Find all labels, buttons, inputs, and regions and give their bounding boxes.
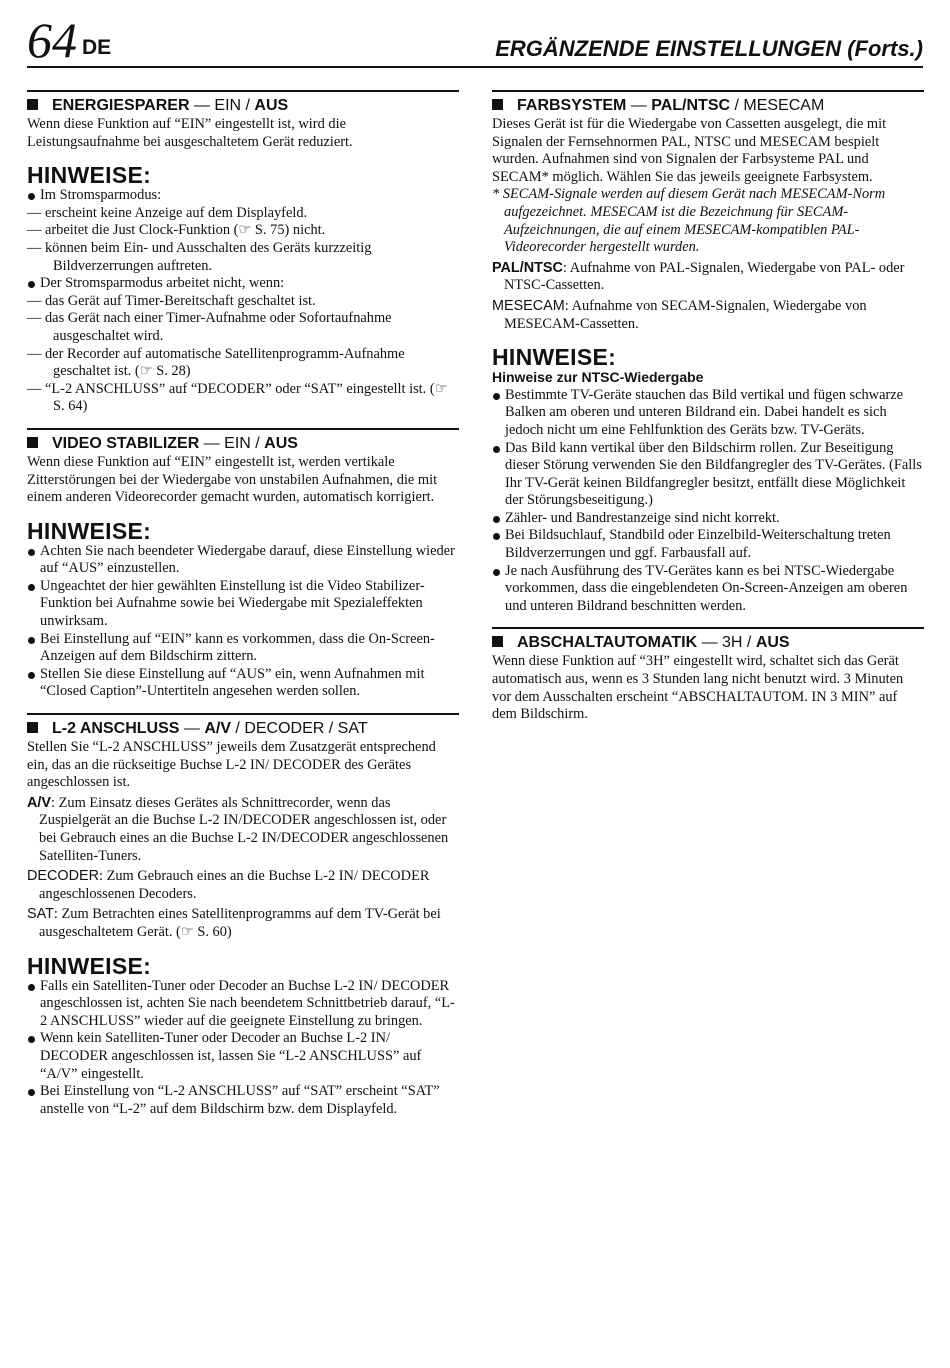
section-text: Stellen Sie “L-2 ANSCHLUSS” jeweils dem Zusatzgerät entsprechend ein, das an die rückseitige Buchse L-2 IN/ DECODER des Gerätes angeschlossen ist.	[27, 739, 436, 791]
page-number: 64	[27, 12, 77, 68]
footnote: * SECAM-Signale werden auf diesem Gerät nach MESECAM-Norm aufgezeichnet. MESECAM ist die Bezeichnung für SECAM-Aufzeichnungen, die auf einem MESECAM-kompatiblen PAL-Videorecorder hergestellt wurden.	[492, 186, 886, 256]
notes-list	[492, 387, 924, 616]
option-decoder: DECODER: Zum Gebrauch eines an die Buchse L-2 IN/ DECODER angeschlossenen Decoders.	[27, 868, 430, 902]
square-bullet-icon	[492, 99, 503, 110]
left-column	[27, 90, 459, 1118]
list-item: Je nach Ausführung des TV-Gerätes kann es bei NTSC-Wiedergabe vorkommen, dass die eingeblendeten On-Screen-Anzeigen am oberen und unteren Bildrand beschnitten werden.	[492, 563, 924, 616]
dash-item: — der Recorder auf automatische Satellitenprogramm-Aufnahme geschaltet ist. (☞ S. 28)	[27, 345, 405, 380]
list-item: Bei Einstellung von “L-2 ANSCHLUSS” auf “SAT” erscheint “SAT” anstelle von “L-2” auf dem Bildschirm bzw. dem Displayfeld.	[27, 1083, 459, 1118]
dash-item: — können beim Ein- und Ausschalten des Geräts kurzzeitig Bildverzerrungen auftreten.	[27, 239, 372, 274]
notes-heading: HINWEISE:	[27, 517, 152, 544]
dash-item: — arbeitet die Just Clock-Funktion (☞ S. 75) nicht.	[27, 222, 326, 239]
list-item: Das Bild kann vertikal über den Bildschirm rollen. Zur Beseitigung dieser Störung verwenden Sie den Bildfangregler des TV-Gerätes. (Falls Ihr TV-Gerät keinen Bildfangregler besitzt, entfällt diese Möglichkeit der Störungsbeseitigung.)	[492, 440, 924, 510]
square-bullet-icon	[492, 636, 503, 647]
list-item: Wenn kein Satelliten-Tuner oder Decoder an Buchse L-2 IN/ DECODER angeschlossen ist, lassen Sie “L-2 ANSCHLUSS” auf “A/V” eingestellt.	[27, 1030, 459, 1083]
list-item: Achten Sie nach beendeter Wiedergabe darauf, diese Einstellung wieder auf “AUS” einzustellen.	[27, 543, 459, 578]
option-sat: SAT: Zum Betrachten eines Satellitenprogramms auf dem TV-Gerät bei ausgeschaltetem Gerät. (☞ S. 60)	[27, 906, 441, 940]
list-item: Bei Einstellung auf “EIN” kann es vorkommen, dass die On-Screen-Anzeigen auf dem Bildschirm zittern.	[27, 631, 459, 666]
notes-heading: HINWEISE:	[27, 162, 152, 189]
notes-list	[27, 187, 459, 416]
list-item: Ungeachtet der hier gewählten Einstellung ist die Video Stabilizer-Funktion bei Aufnahme sowie bei Wiedergabe mit Spezialeffekten unwirksam.	[27, 578, 459, 631]
list-item: Bestimmte TV-Geräte stauchen das Bild vertikal und fügen schwarze Balken am oberen und unteren Bildrand ein. Dabei handelt es sich jedoch nicht um eine Fehlfunktion des Geräts bzw. TV-Geräts.	[492, 387, 924, 440]
dash-item: — “L-2 ANSCHLUSS” auf “DECODER” oder “SAT” eingestellt ist. (☞ S. 64)	[27, 380, 448, 415]
dash-item: — das Gerät nach einer Timer-Aufnahme oder Sofortaufnahme ausgeschaltet wird.	[27, 310, 392, 344]
option-mesecam: MESECAM: Aufnahme von SECAM-Signalen, Wiedergabe von MESECAM-Cassetten.	[492, 297, 867, 332]
page-header	[27, 14, 923, 68]
section-text: Wenn diese Funktion auf “3H” eingestellt wird, schaltet sich das Gerät automatisch aus, wenn es 3 Stunden lang nicht benutzt wird. 3 Minuten vor dem Ausschalten erscheint “ABSCHALTAUTOM. IN 3 MIN” auf dem Bildschirm.	[492, 653, 904, 723]
list-item: Bei Bildsuchlauf, Standbild oder Einzelbild-Weiterschaltung treten Bildverzerrungen und ggf. Farbausfall auf.	[492, 527, 924, 562]
section-text: Wenn diese Funktion auf “EIN” eingestellt ist, werden vertikale Zitterstörungen bei der Wiedergabe von unstabilen Aufnahmen, die mit einem anderen Videorecorder gemacht wurden, automatisch korrigiert.	[27, 453, 438, 506]
option-pal-ntsc: PAL/NTSC: Aufnahme von PAL-Signalen, Wiedergabe von PAL- oder NTSC-Cassetten.	[492, 259, 905, 294]
notes-subheading: Hinweise zur NTSC-Wiedergabe	[492, 369, 704, 386]
square-bullet-icon	[27, 722, 38, 733]
notes-list	[27, 543, 459, 701]
notes-heading: HINWEISE:	[492, 344, 617, 371]
square-bullet-icon	[27, 437, 38, 448]
section-heading-energiesparer: ENERGIESPARER — EIN / AUS	[27, 90, 459, 116]
section-heading-video-stabilizer: VIDEO STABILIZER — EIN / AUS	[27, 428, 459, 454]
list-item: Zähler- und Bandrestanzeige sind nicht korrekt.	[492, 510, 924, 528]
list-item: Falls ein Satelliten-Tuner oder Decoder an Buchse L-2 IN/ DECODER angeschlossen ist, achten Sie nach beendetem Schnittbetrieb darauf, “L-2 ANSCHLUSS” wieder auf die geeignete Einstellung zu bringen.	[27, 978, 459, 1031]
list-item: Der Stromsparmodus arbeitet nicht, wenn: — das Gerät auf Timer-Bereitschaft geschaltet ist. — das Gerät nach einer Timer-Aufnahme oder Sofortaufnahme ausgeschaltet wird. — der Recorder auf automatische Satellitenprogramm-Aufnahme geschaltet ist. (☞ S. 28) — “L-2 ANSCHLUSS” auf “DECODER” oder “SAT” eingestellt ist. (☞ S. 64)	[27, 275, 459, 416]
right-column	[492, 90, 924, 724]
notes-list	[27, 978, 459, 1119]
section-text: Dieses Gerät ist für die Wiedergabe von Cassetten ausgelegt, die mit Signalen der Fernsehnormen PAL, NTSC und MESECAM bespielt wurden. Aufnahmen sind von Signalen der Farbsysteme PAL und SECAM* möglich. Wählen Sie das jeweils geeignete Farbsystem.	[492, 116, 887, 185]
section-heading-abschaltautomatik: ABSCHALTAUTOMATIK — 3H / AUS	[492, 627, 924, 653]
list-item: Stellen Sie diese Einstellung auf “AUS” ein, wenn Aufnahmen mit “Closed Caption”-Untertiteln angesehen werden sollen.	[27, 666, 459, 701]
section-text: Wenn diese Funktion auf “EIN” eingestellt ist, wird die Leistungsaufnahme bei ausgeschaltetem Gerät reduziert.	[27, 116, 353, 150]
list-item: Im Stromsparmodus: — erscheint keine Anzeige auf dem Displayfeld. — arbeitet die Just Clock-Funktion (☞ S. 75) nicht. — können beim Ein- und Ausschalten des Geräts kurzzeitig Bildverzerrungen auftreten.	[27, 187, 459, 275]
section-heading-l2-anschluss: L-2 ANSCHLUSS — A/V / DECODER / SAT	[27, 713, 459, 739]
section-heading-farbsystem: FARBSYSTEM — PAL/NTSC / MESECAM	[492, 90, 924, 116]
notes-heading: HINWEISE:	[27, 952, 152, 979]
dash-item: — das Gerät auf Timer-Bereitschaft geschaltet ist.	[27, 292, 316, 309]
option-av: A/V: Zum Einsatz dieses Gerätes als Schnittrecorder, wenn das Zuspielgerät an die Buchse L-2 IN/DECODER angeschlossen ist, oder bei Gebrauch eines an die Buchse L-2 IN/DECODER angeschlossenen Satelliten-Tuners.	[27, 794, 449, 864]
dash-item: — erscheint keine Anzeige auf dem Displayfeld.	[27, 204, 308, 221]
page-title: ERGÄNZENDE EINSTELLUNGEN (Forts.)	[495, 36, 923, 61]
square-bullet-icon	[27, 99, 38, 110]
language-code: DE	[82, 36, 112, 59]
